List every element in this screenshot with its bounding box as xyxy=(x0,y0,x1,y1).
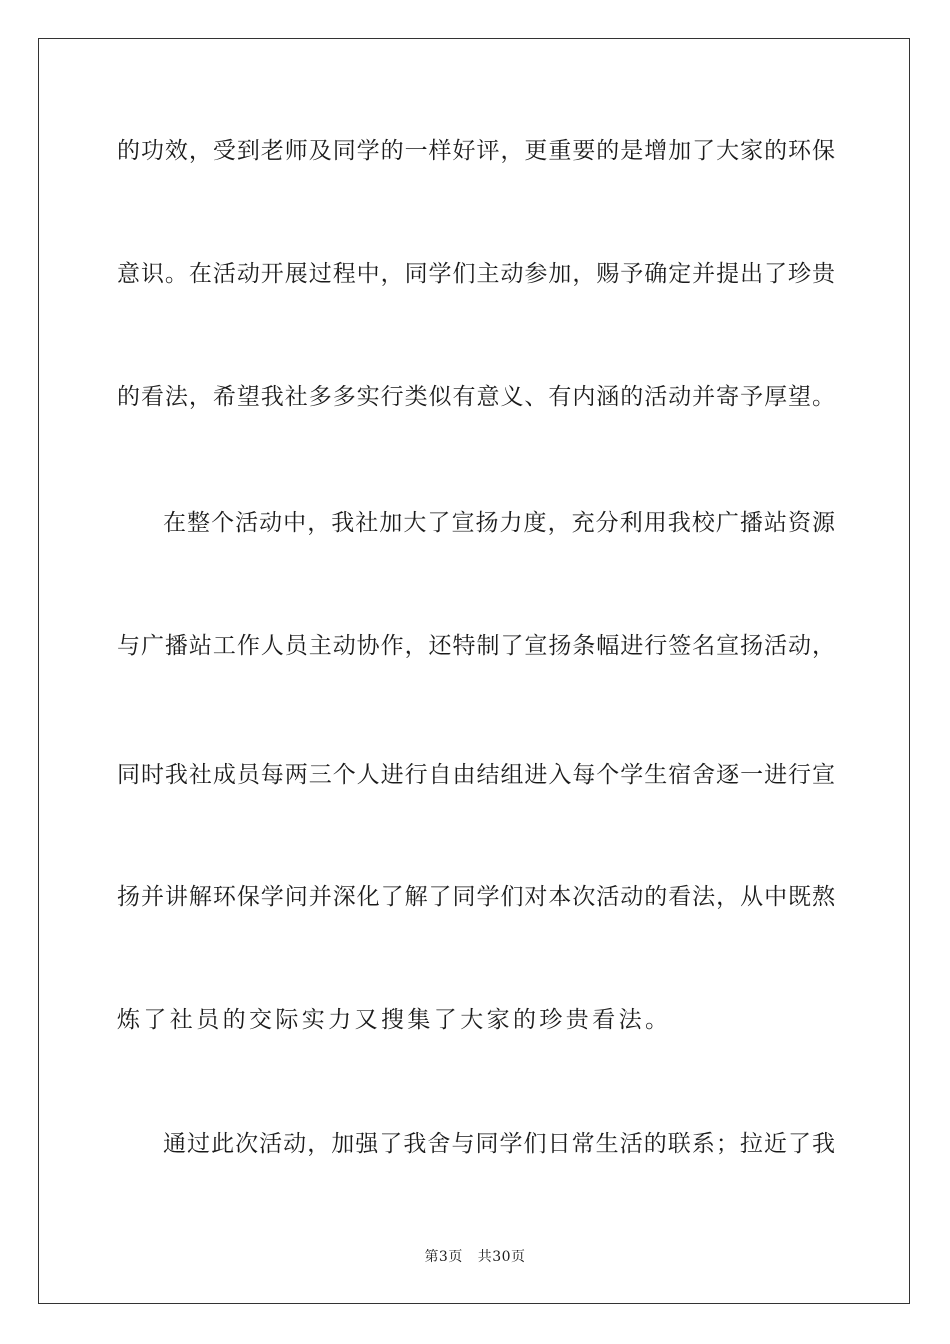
paragraph-line: 意识。在活动开展过程中，同学们主动参加，赐予确定并提出了珍贵 xyxy=(117,261,835,287)
paragraph-line: 的功效，受到老师及同学的一样好评，更重要的是增加了大家的环保 xyxy=(117,138,835,164)
page-footer xyxy=(0,1248,950,1266)
paragraph-line: 在整个活动中，我社加大了宣扬力度，充分利用我校广播站资源 xyxy=(163,510,835,536)
page-number: 第3页 xyxy=(424,1249,463,1265)
page-border xyxy=(38,38,910,1304)
paragraph-line: 扬并讲解环保学问并深化了解了同学们对本次活动的看法，从中既熬 xyxy=(117,884,835,910)
paragraph-line: 与广播站工作人员主动协作，还特制了宣扬条幅进行签名宣扬活动， xyxy=(117,633,835,659)
paragraph-line: 通过此次活动，加强了我舍与同学们日常生活的联系；拉近了我 xyxy=(163,1131,835,1157)
paragraph-line: 同时我社成员每两三个人进行自由结组进入每个学生宿舍逐一进行宣 xyxy=(117,762,835,788)
paragraph-line: 炼了社员的交际实力又搜集了大家的珍贵看法。 xyxy=(117,1007,672,1033)
paragraph-line: 的看法，希望我社多多实行类似有意义、有内涵的活动并寄予厚望。 xyxy=(117,384,835,410)
page-total: 共30页 xyxy=(477,1249,526,1265)
